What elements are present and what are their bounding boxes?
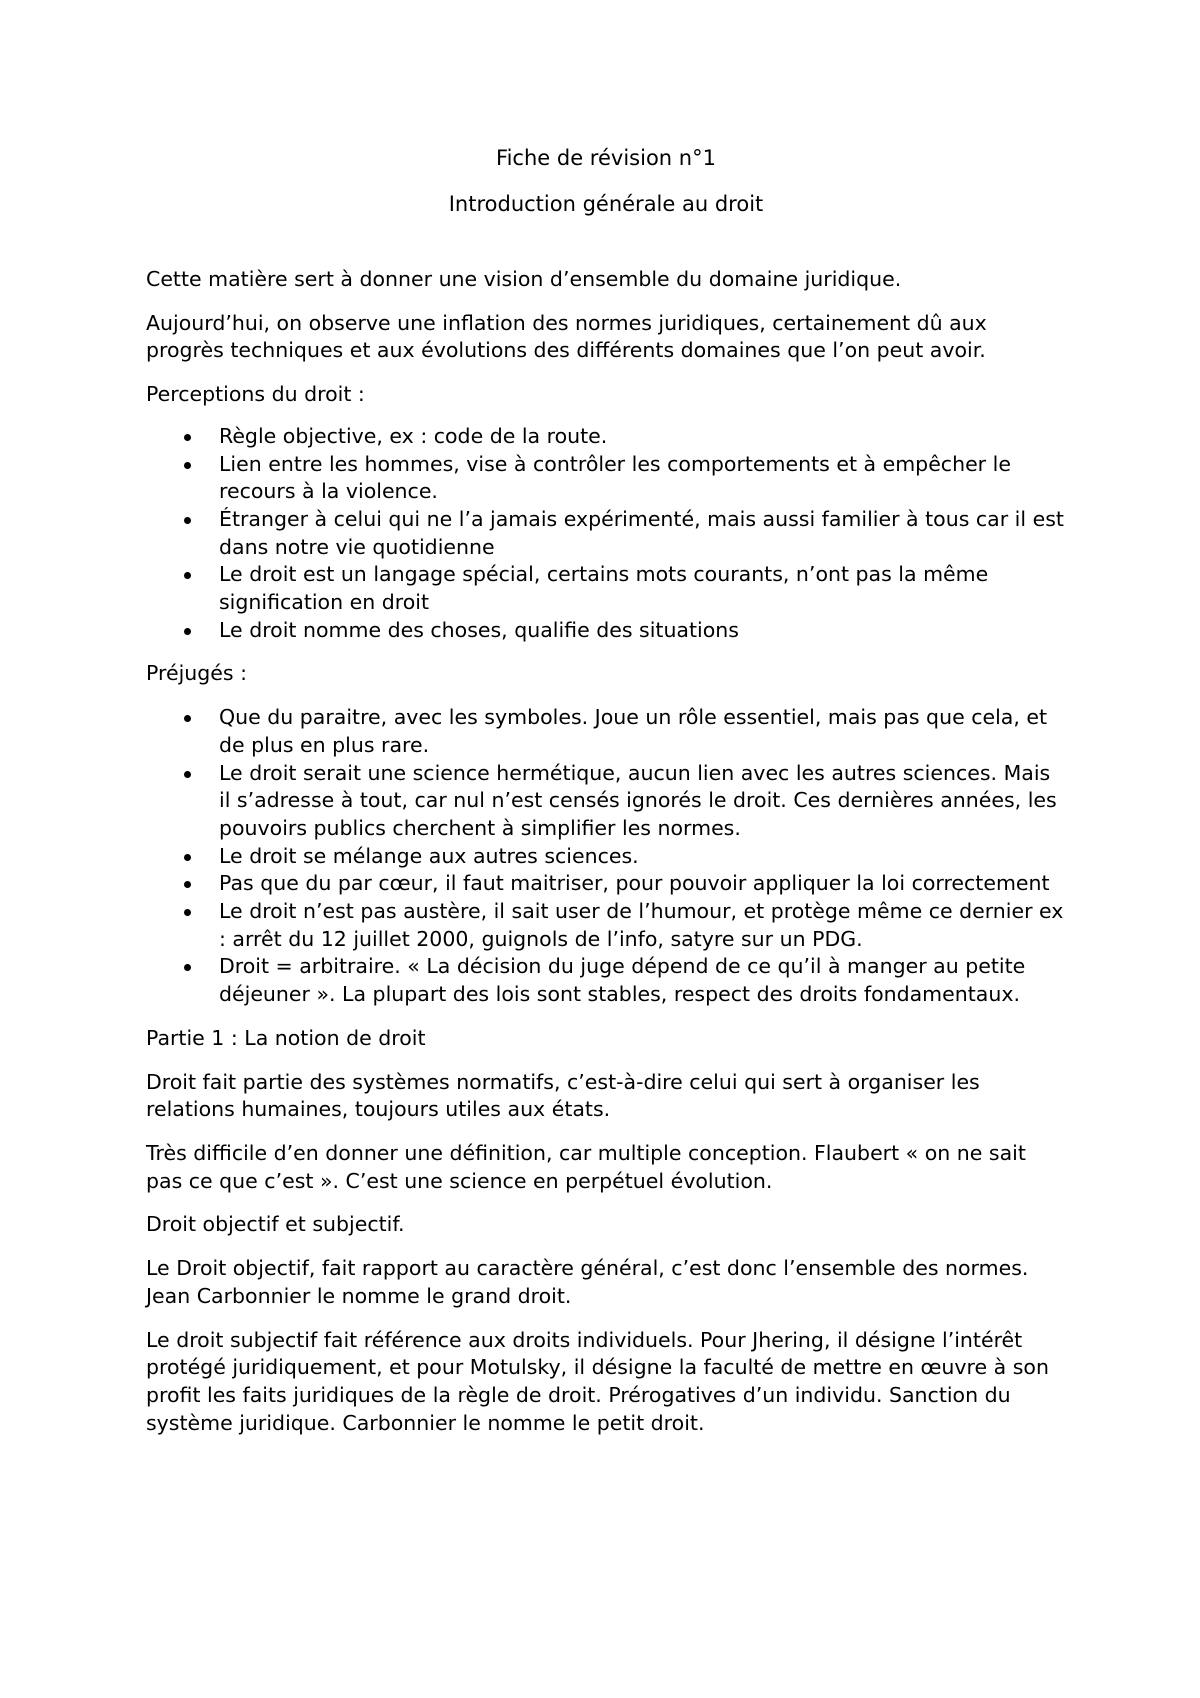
- bullet-icon: [184, 854, 191, 861]
- intro-paragraph: Cette matière sert à donner une vision d’ensemble du domaine juridique.: [146, 267, 902, 291]
- list-item: [146, 451, 1066, 506]
- list-item-text: Pas que du par cœur, il faut maitriser, pour pouvoir appliquer la loi correctement: [219, 871, 1050, 896]
- list-item-text: Que du paraitre, avec les symboles. Joue un rôle essentiel, mais pas que cela, et de plus en plus rare.: [219, 705, 1048, 757]
- list-item: [146, 953, 1066, 1008]
- perceptions-list: [146, 423, 1066, 645]
- bullet-icon: [184, 628, 191, 635]
- list-item-text: Règle objective, ex : code de la route.: [219, 423, 608, 448]
- list-item: [146, 843, 1066, 871]
- list-item: [146, 506, 1066, 561]
- list-item-text: Le droit se mélange aux autres sciences.: [219, 843, 639, 868]
- list-item-text: Le droit serait une science hermétique, aucun lien avec les autres sciences. Mais il s’adresse à tout, car nul n’est censés ignorés le droit. Ces dernières années, les pouvoirs publics cherchent à simplifier les normes.: [219, 760, 1057, 840]
- document-title: Fiche de révision n°1: [496, 146, 716, 170]
- list-item-text: Le droit est un langage spécial, certains mots courants, n’ont pas la même signification en droit: [219, 562, 989, 615]
- list-item-text: Le droit nomme des choses, qualifie des situations: [219, 617, 739, 642]
- section-heading: Partie 1 : La notion de droit: [146, 1025, 426, 1050]
- list-item: [146, 704, 1066, 759]
- bullet-icon: [184, 881, 191, 888]
- bullet-icon: [184, 771, 191, 778]
- bullet-icon: [184, 909, 191, 916]
- document-page: [146, 140, 1066, 1453]
- perceptions-heading: Perceptions du droit :: [146, 382, 365, 407]
- list-item: [146, 617, 1066, 645]
- list-item: [146, 898, 1066, 953]
- bullet-icon: [184, 715, 191, 722]
- list-item-text: Le droit n’est pas austère, il sait user de l’humour, et protège même ce dernier ex : arrêt du 12 juillet 2000, guignols de l’info, satyre sur un PDG.: [219, 899, 1064, 951]
- bullet-icon: [184, 964, 191, 971]
- intro-paragraph: Aujourd’hui, on observe une inflation des normes juridiques, certainement dû aux progrès techniques et aux évolutions des différents domaines que l’on peut avoir.: [146, 310, 987, 363]
- list-item-text: Droit = arbitraire. « La décision du juge dépend de ce qu’il à manger au petite déjeuner ». La plupart des lois sont stables, respect des droits fondamentaux.: [219, 954, 1026, 1007]
- list-item-text: Étranger à celui qui ne l’a jamais expérimenté, mais aussi familier à tous car il est dans notre vie quotidienne: [219, 506, 1064, 559]
- prejuges-list: [146, 704, 1066, 1009]
- body-paragraph: Le Droit objectif, fait rapport au caractère général, c’est donc l’ensemble des normes. Jean Carbonnier le nomme le grand droit.: [146, 1256, 1029, 1308]
- body-paragraph: Très difficile d’en donner une définition, car multiple conception. Flaubert « on ne sait pas ce que c’est ». C’est une science en perpétuel évolution.: [146, 1140, 1026, 1193]
- document-subtitle: Introduction générale au droit: [448, 192, 764, 216]
- list-item: [146, 423, 1066, 451]
- bullet-icon: [184, 517, 191, 524]
- bullet-icon: [184, 572, 191, 579]
- list-item: [146, 870, 1066, 898]
- body-paragraph: Droit fait partie des systèmes normatifs, c’est-à-dire celui qui sert à organiser les relations humaines, toujours utiles aux états.: [146, 1069, 980, 1122]
- prejuges-heading: Préjugés :: [146, 661, 248, 686]
- list-item: [146, 760, 1066, 843]
- list-item-text: Lien entre les hommes, vise à contrôler les comportements et à empêcher le recours à la violence.: [219, 451, 1011, 504]
- bullet-icon: [184, 434, 191, 441]
- subsection-heading: Droit objectif et subjectif.: [146, 1212, 405, 1237]
- list-item: [146, 561, 1066, 616]
- bullet-icon: [184, 462, 191, 469]
- title-spacer: [146, 218, 1066, 266]
- body-paragraph: Le droit subjectif fait référence aux droits individuels. Pour Jhering, il désigne l’intérêt protégé juridiquement, et pour Motulsky, il désigne la faculté de mettre en œuvre à son profit les faits juridiques de la règle de droit. Prérogatives d’un individu. Sanction du système juridique. Carbonnier le nomme le petit droit.: [146, 1327, 1049, 1435]
